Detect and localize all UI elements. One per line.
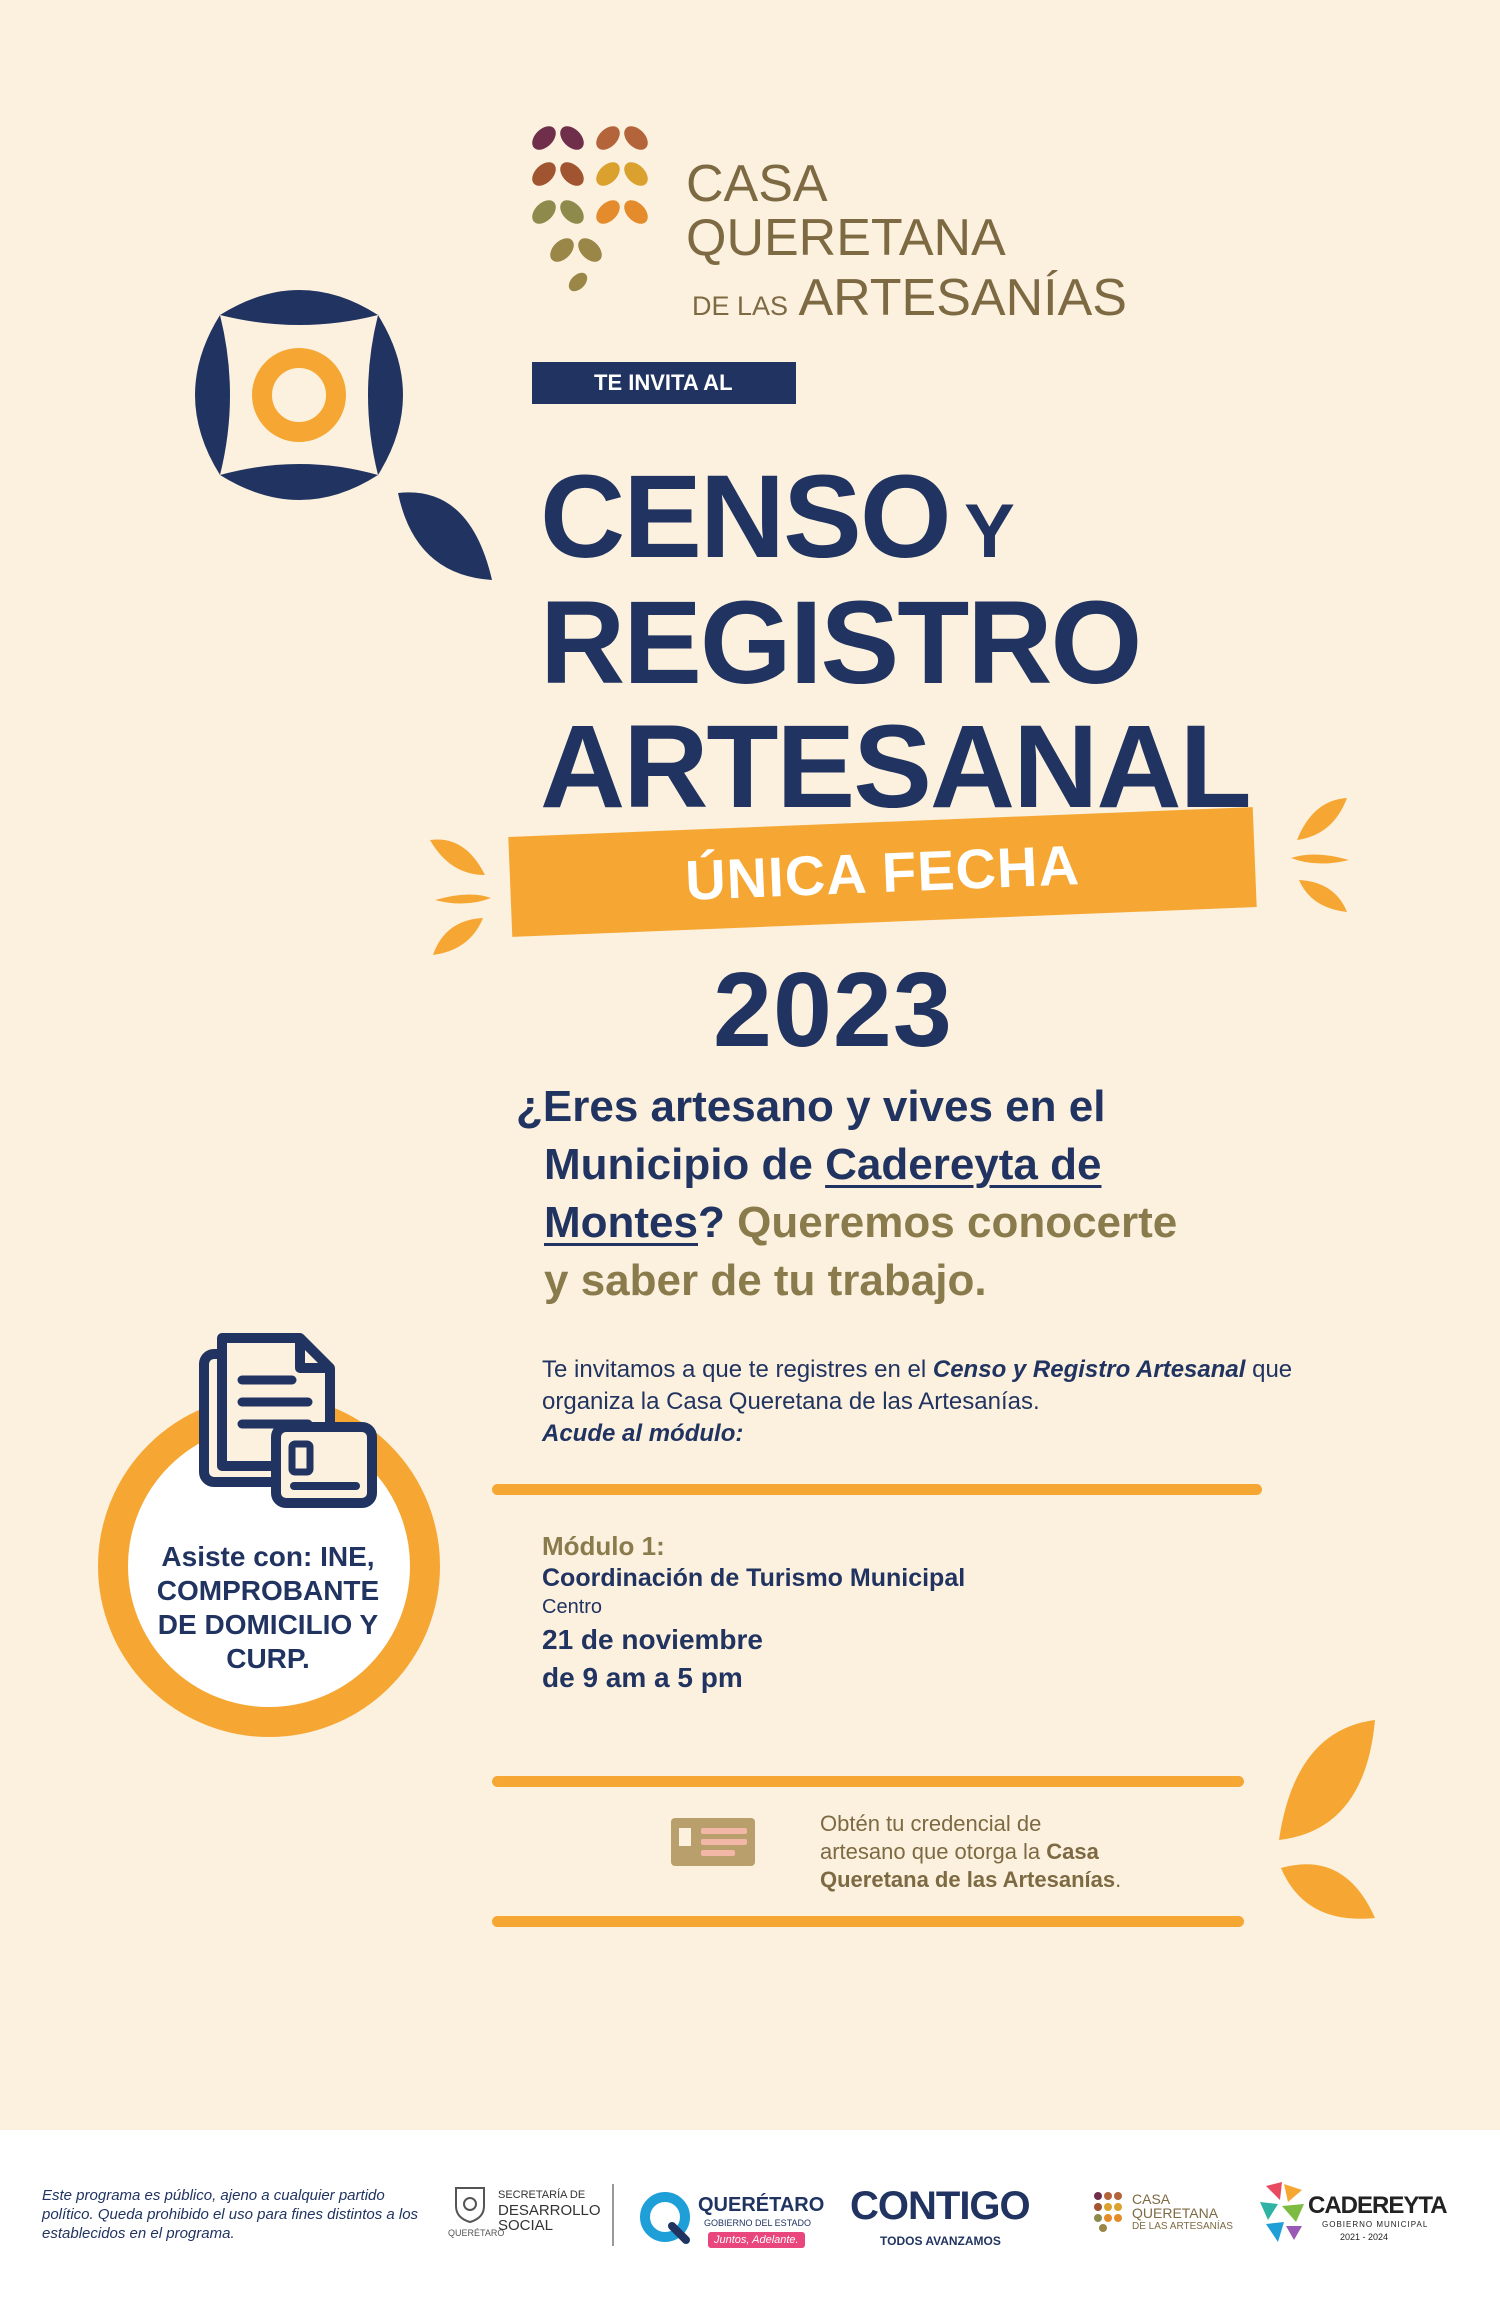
- credential-e: .: [1115, 1867, 1122, 1892]
- logo-line2: QUERETANA: [686, 209, 1006, 267]
- question-line3: [516, 1194, 1276, 1252]
- casa-queretana-logo-mark: [532, 122, 662, 302]
- logo-line3-small: DE LAS: [692, 291, 789, 321]
- leaf-decoration-left: [425, 830, 505, 960]
- question-place-2: Montes: [544, 1198, 698, 1247]
- sds-block: [498, 2188, 601, 2233]
- year: 2023: [713, 951, 953, 1069]
- credential-d: Queretana de las Artesanías: [820, 1867, 1116, 1892]
- module-date: 21 de noviembre: [542, 1624, 763, 1655]
- logo-line3: [692, 269, 1127, 327]
- question-line4: y saber de tu trabajo.: [544, 1256, 987, 1305]
- question-line1: ¿Eres artesano y vives en el: [516, 1082, 1106, 1131]
- qro-name: QUERÉTARO: [698, 2194, 825, 2216]
- documents-icon: [196, 1332, 386, 1522]
- credential-line1: Obtén tu credencial de: [820, 1811, 1042, 1836]
- intro-b: Censo y Registro Artesanal: [932, 1356, 1246, 1383]
- module-place: Coordinación de Turismo Municipal: [542, 1564, 966, 1592]
- qro-tag1: Juntos,: [714, 2234, 750, 2246]
- title-registro: REGISTRO: [540, 577, 1141, 709]
- module-label: Módulo 1:: [542, 1531, 665, 1561]
- credential-line3: [820, 1866, 1240, 1894]
- intro-c: que: [1245, 1356, 1293, 1383]
- cad-sub: GOBIERNO MUNICIPAL: [1322, 2220, 1429, 2229]
- sds-line1: SECRETARÍA DE: [498, 2189, 586, 2201]
- leaf-decoration-right: [1275, 790, 1355, 920]
- title-artesanal: ARTESANAL: [540, 701, 1250, 833]
- title-censo: CENSO: [540, 451, 950, 583]
- invite-label: TE INVITA AL: [532, 362, 796, 404]
- qro-tag: [708, 2232, 805, 2248]
- cad-years: 2021 - 2024: [1340, 2232, 1389, 2242]
- requirements-text: Asiste con: INE, COMPROBANTE DE DOMICILIO Y CURP.: [156, 1541, 380, 1674]
- question-highlight-1: Queremos conocerte: [724, 1198, 1178, 1247]
- footer-separator: [612, 2184, 614, 2246]
- divider-1: [492, 1484, 1262, 1495]
- intro-paragraph: [542, 1354, 1302, 1450]
- state-shield-icon: [452, 2184, 488, 2224]
- module-area: Centro: [542, 1596, 603, 1618]
- sds-line3: SOCIAL: [498, 2217, 554, 2234]
- intro-line1: [542, 1354, 1302, 1386]
- module-time: de 9 am a 5 pm: [542, 1662, 743, 1693]
- cadereyta-emblem-icon: [1258, 2182, 1308, 2244]
- unica-fecha-banner: ÚNICA FECHA: [508, 807, 1256, 937]
- intro-line3: Acude al módulo:: [542, 1420, 744, 1447]
- leaf-decoration-bottom-right: [1275, 1720, 1375, 1980]
- intro-line2: organiza la Casa Queretana de las Artesanías.: [542, 1388, 1040, 1415]
- sds-state: QUERÉTARO: [448, 2228, 505, 2238]
- divider-2: [492, 1776, 1244, 1787]
- question-block: [516, 1078, 1276, 1310]
- cad-name: CADEREYTA: [1308, 2192, 1447, 2219]
- qro-sub: GOBIERNO DEL ESTADO: [704, 2218, 812, 2228]
- question-place-1: Cadereyta de: [825, 1140, 1102, 1189]
- credential-card-icon: [671, 1818, 755, 1866]
- credential-line2: [820, 1838, 1240, 1866]
- intro-a: Te invitamos a que te registres en el: [542, 1356, 933, 1383]
- credential-c: Casa: [1046, 1839, 1099, 1864]
- credential-text: [820, 1810, 1240, 1894]
- credential-b: artesano que otorga la: [820, 1839, 1047, 1864]
- casa-small-l1: CASA: [1132, 2191, 1171, 2207]
- footer-disclaimer: Este programa es público, ajeno a cualquier partido político. Queda prohibido el uso para fines distintos a los establecidos en el programa.: [42, 2187, 419, 2242]
- contigo-sub: TODOS AVANZAMOS: [880, 2234, 1001, 2248]
- title-line1: [540, 451, 1015, 583]
- casa-small-l2: QUERETANA: [1132, 2205, 1219, 2221]
- qro-tag2: Adelante.: [752, 2234, 799, 2246]
- question-line2: [516, 1136, 1276, 1194]
- decorative-motif-top: [180, 275, 500, 595]
- logo-line3-big: ARTESANÍAS: [798, 269, 1127, 327]
- question-mark: ?: [698, 1198, 725, 1247]
- divider-3: [492, 1916, 1244, 1927]
- casa-queretana-small-icon: [1092, 2190, 1126, 2234]
- logo-line1: CASA: [686, 155, 828, 213]
- contigo-logo: CONTIGO: [850, 2184, 1030, 2228]
- casa-small-text: [1132, 2192, 1233, 2234]
- footer: [0, 2130, 1500, 2318]
- title-y: Y: [964, 489, 1015, 574]
- question-part: Municipio de: [544, 1140, 826, 1189]
- module-block: [542, 1530, 1262, 1696]
- casa-small-l3: DE LAS ARTESANÍAS: [1132, 2221, 1233, 2232]
- sds-line2: DESARROLLO: [498, 2202, 601, 2219]
- queretaro-q-icon: [638, 2190, 692, 2244]
